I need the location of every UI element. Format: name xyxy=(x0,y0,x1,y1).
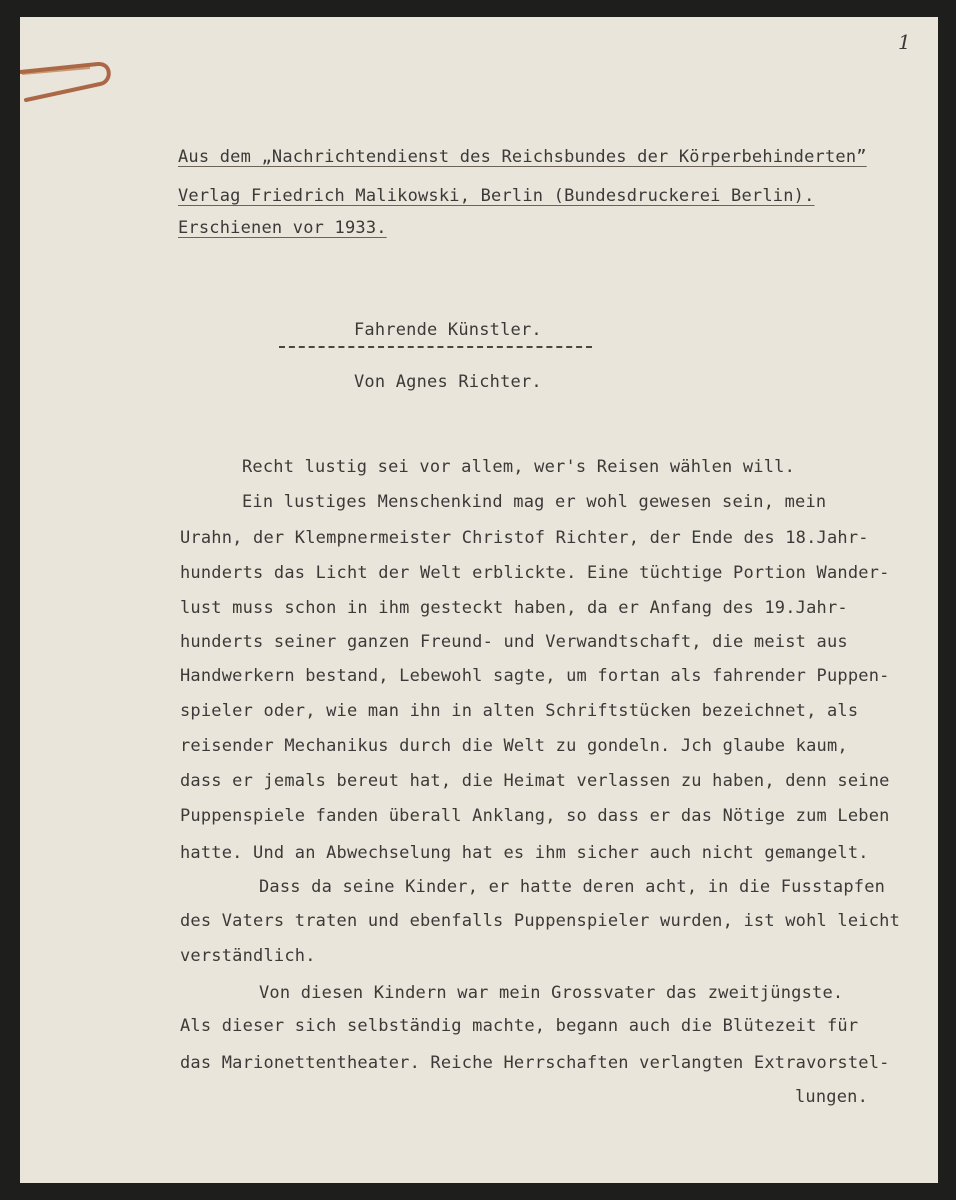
body-line: Recht lustig sei vor allem, wer's Reisen wählen will. xyxy=(242,457,796,477)
article-author: Von Agnes Richter. xyxy=(354,372,542,392)
header-line-2: Verlag Friedrich Malikowski, Berlin (Bundesdruckerei Berlin). xyxy=(178,186,815,206)
body-line: Als dieser sich selbständig machte, begann auch die Blütezeit für xyxy=(180,1016,859,1036)
header-line-1: Aus dem „Nachrichtendienst des Reichsbundes der Körperbehinderten” xyxy=(178,147,867,167)
body-line: des Vaters traten und ebenfalls Puppenspieler wurden, ist wohl leicht xyxy=(180,911,901,931)
article-title: Fahrende Künstler. xyxy=(354,320,542,340)
body-line: spieler oder, wie man ihn in alten Schriftstücken bezeichnet, als xyxy=(180,701,859,721)
page-number: 1 xyxy=(898,30,911,54)
body-line: lungen. xyxy=(795,1087,869,1107)
header-line-3: Erschienen vor 1933. xyxy=(178,218,387,238)
body-line: Handwerkern bestand, Lebewohl sagte, um fortan als fahrender Puppen- xyxy=(180,666,890,686)
body-line: lust muss schon in ihm gesteckt haben, da er Anfang des 19.Jahr- xyxy=(180,598,848,618)
rust-stain-paperclip-mark xyxy=(20,60,120,110)
body-line: dass er jemals bereut hat, die Heimat verlassen zu haben, denn seine xyxy=(180,771,890,791)
title-dashed-rule xyxy=(279,346,592,348)
body-line: reisender Mechanikus durch die Welt zu gondeln. Jch glaube kaum, xyxy=(180,736,848,756)
body-line: das Marionettentheater. Reiche Herrschaften verlangten Extravorstel- xyxy=(180,1053,890,1073)
body-line: Von diesen Kindern war mein Grossvater das zweitjüngste. xyxy=(259,983,844,1003)
body-line: hunderts seiner ganzen Freund- und Verwandtschaft, die meist aus xyxy=(180,632,848,652)
body-line: Ein lustiges Menschenkind mag er wohl gewesen sein, mein xyxy=(242,492,827,512)
body-line: verständlich. xyxy=(180,946,316,966)
body-line: Dass da seine Kinder, er hatte deren acht, in die Fusstapfen xyxy=(259,877,886,897)
body-line: Urahn, der Klempnermeister Christof Richter, der Ende des 18.Jahr- xyxy=(180,528,869,548)
body-line: hunderts das Licht der Welt erblickte. Eine tüchtige Portion Wander- xyxy=(180,563,890,583)
body-line: hatte. Und an Abwechselung hat es ihm sicher auch nicht gemangelt. xyxy=(180,843,869,863)
body-line: Puppenspiele fanden überall Anklang, so dass er das Nötige zum Leben xyxy=(180,806,890,826)
